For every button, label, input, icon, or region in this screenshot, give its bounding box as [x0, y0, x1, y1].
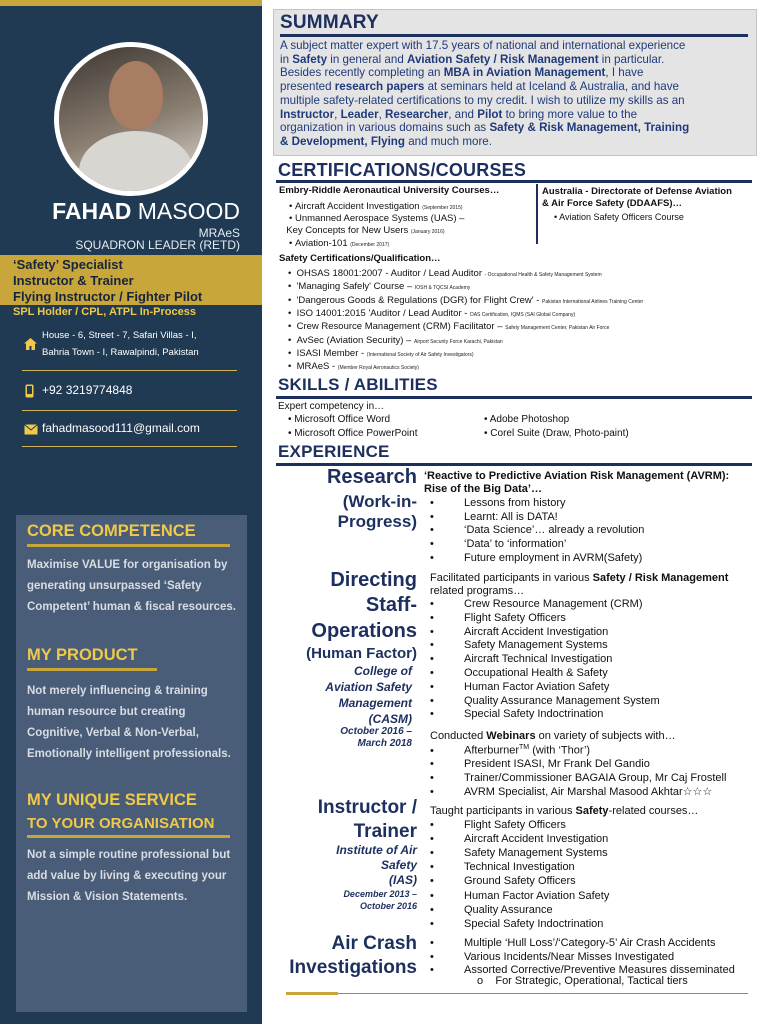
dates-ias-1: December 2013 – — [343, 889, 417, 899]
org-casm-3: Management — [338, 696, 412, 710]
section-rule — [280, 34, 748, 37]
org-casm-1: College of — [353, 664, 412, 678]
tagline-box — [0, 255, 262, 305]
org-ias-3: (IAS) — [389, 873, 417, 887]
column-divider — [536, 184, 538, 244]
heading-underline — [27, 668, 157, 671]
tagline-2: Instructor & Trainer — [13, 273, 134, 288]
profile-photo — [54, 42, 208, 196]
summary-line: Instructor, Leader, Researcher, and Pilot to bring more value to the — [280, 107, 638, 121]
gold-accent — [286, 992, 338, 995]
research-item: • ‘Data’ to ‘information’ — [430, 538, 567, 551]
skills-intro: Expert competency in… — [278, 401, 385, 412]
role-instructor: Instructor / — [317, 797, 417, 818]
instructor-item: • Safety Management Systems — [430, 847, 608, 860]
erau-item: • Aircraft Accident Investigation (September 2015) — [289, 201, 463, 212]
role-research-2: (Work-in- — [342, 492, 417, 511]
core-panel — [16, 515, 247, 1012]
directing-item: • Flight Safety Officers — [430, 611, 566, 624]
postnominal: MRAeS — [198, 226, 240, 240]
directing-item: • Safety Management Systems — [430, 639, 608, 652]
role-aircrash-2: Investigations — [289, 957, 417, 978]
skill-item: • Microsoft Office PowerPoint — [288, 428, 418, 439]
org-ias-1: Institute of Air — [336, 843, 417, 857]
safety-cert-item: • Crew Resource Management (CRM) Facilitator – Safety Management Center, Pakistan Air Force — [288, 321, 610, 333]
role-directing-4: (Human Factor) — [306, 645, 417, 662]
research-item: • ‘Data Science’… already a revolution — [430, 524, 645, 537]
aircrash-item: • Various Incidents/Near Misses Investigated — [430, 950, 675, 963]
unique-service-text: Not a simple routine professional but add value by living & executing your Mission & Vision Statements. — [27, 849, 231, 903]
instructor-intro: Taught participants in various Safety-related courses… — [430, 805, 699, 817]
directing-item: • Quality Assurance Management System — [430, 694, 660, 707]
unique-service-heading-2: TO YOUR ORGANISATION — [27, 815, 215, 832]
summary-text — [280, 39, 750, 149]
role-directing-3: Operations — [311, 620, 417, 642]
instructor-item: • Special Safety Indoctrination — [430, 917, 604, 930]
erau-item: • Unmanned Aerospace Systems (UAS) – — [289, 213, 465, 224]
tagline-3: Flying Instructor / Fighter Pilot — [13, 289, 203, 304]
summary-heading: SUMMARY — [280, 12, 379, 33]
directing-item: • Aircraft Accident Investigation — [430, 625, 609, 638]
dates-casm-2: March 2018 — [357, 738, 412, 749]
summary-line: A subject matter expert with 17.5 years of national and international experience — [280, 39, 686, 52]
skills-heading: SKILLS / ABILITIES — [278, 375, 438, 394]
safety-cert-item: • AvSec (Aviation Security) – Airport Security Force Karachi, Pakistan — [288, 334, 503, 346]
my-product-heading: MY PRODUCT — [27, 646, 138, 664]
org-ias-2: Safety — [380, 858, 417, 872]
licence-line: SPL Holder / CPL, ATPL In-Process — [13, 306, 196, 318]
summary-line: & Development, Flying and much more. — [280, 134, 492, 148]
summary-line: organization in various domains such as Safety & Risk Management, Training — [280, 121, 690, 135]
email-link[interactable]: fahadmasood111@gmail.com — [42, 421, 200, 435]
home-icon — [24, 338, 36, 350]
phone-icon — [25, 384, 37, 396]
role-instructor-2: Trainer — [353, 821, 417, 842]
safety-cert-item: • 'Dangerous Goods & Regulations (DGR) for Flight Crew' - Pakistan International Airlines Training Center — [288, 294, 644, 306]
research-item: • Learnt: All is DATA! — [430, 510, 558, 523]
safety-cert-item: • OHSAS 18001:2007 - Auditor / Lead Auditor - Occupational Health & Safety Management System — [288, 268, 602, 279]
heading-underline — [27, 544, 230, 547]
my-product-text: Not merely influencing & training human resource but creating Cognitive, Verbal & Non-Verbal, Emotionally intelligent professionals. — [27, 685, 231, 760]
instructor-item: • Flight Safety Officers — [430, 819, 566, 831]
heading-underline — [27, 835, 230, 838]
role-research: Research — [326, 466, 417, 488]
role-directing: Directing — [330, 569, 417, 591]
org-casm-2: Aviation Safety — [325, 680, 412, 694]
ddaafs-item: • Aviation Safety Officers Course — [554, 212, 684, 222]
instructor-item: • Ground Safety Officers — [430, 875, 576, 888]
rank: SQUADRON LEADER (RETD) — [75, 238, 240, 252]
divider — [22, 410, 237, 411]
research-item: • Future employment in AVRM(Safety) — [430, 551, 643, 564]
safety-cert-item: • MRAeS - (Member Royal Aeronautics Society) — [288, 361, 419, 373]
certifications-heading: CERTIFICATIONS/COURSES — [278, 160, 527, 180]
directing-item: • Human Factor Aviation Safety — [430, 680, 610, 693]
directing-item: • Occupational Health & Safety — [430, 667, 608, 679]
dates-casm-1: October 2016 – — [340, 726, 412, 737]
star-icon: ☆☆☆ — [682, 786, 713, 799]
webinar-item: • President ISASI, Mr Frank Del Gandio — [430, 757, 650, 770]
aircrash-subitem: o For Strategic, Operational, Tactical tiers — [477, 975, 688, 987]
core-competence-text: Maximise VALUE for organisation by generating unsurpassed ‘Safety Competent’ human & fiscal resources. — [27, 559, 236, 613]
full-name: FAHAD MASOOD — [52, 198, 240, 224]
directing-item: • Special Safety Indoctrination — [430, 708, 604, 721]
instructor-item: • Human Factor Aviation Safety — [430, 889, 610, 902]
research-item: • Lessons from history — [430, 497, 566, 509]
section-rule — [276, 180, 752, 183]
skill-item: • Corel Suite (Draw, Photo-paint) — [484, 428, 629, 439]
erau-title: Embry-Riddle Aeronautical University Courses… — [279, 185, 500, 196]
mail-icon — [24, 424, 36, 436]
summary-line: Besides recently completing an MBA in Aviation Management, I have — [280, 66, 644, 80]
skill-item: • Microsoft Office Word — [288, 414, 391, 425]
directing-intro-1: Facilitated participants in various Safety / Risk Management — [430, 572, 729, 584]
org-casm-4: (CASM) — [368, 712, 412, 726]
ddaafs-title-1: Australia - Directorate of Defense Aviation — [542, 186, 732, 197]
webinar-item: • AVRM Specialist, Air Marshal Masood Akhtar☆☆☆ — [430, 786, 713, 799]
summary-line: in Safety in general and Aviation Safety / Risk Management in particular. — [280, 52, 665, 66]
safety-cert-item: • ISASI Member - (International Society of Air Safety Investigators) — [288, 347, 474, 359]
phone-number[interactable]: +92 3219774848 — [42, 383, 133, 397]
webinar-item: • Trainer/Commissioner BAGAIA Group, Mr Caj Frostell — [430, 771, 727, 784]
divider — [22, 446, 237, 447]
aircrash-item: • Assorted Corrective/Preventive Measures disseminated — [430, 964, 735, 977]
main-content — [270, 0, 768, 1024]
sidebar — [0, 0, 262, 1024]
summary-line: presented research papers at seminars held at Iceland & Australia, and have — [280, 80, 679, 94]
address: House - 6, Street - 7, Safari Villas - I, Bahria Town - I, Rawalpindi, Pakistan — [42, 330, 199, 358]
webinar-item: • Afterburner™ (with ‘Thor’) — [430, 744, 591, 757]
ddaafs-title-2: & Air Force Safety (DDAAFS)… — [542, 198, 683, 209]
divider — [22, 370, 237, 371]
research-title-1: ‘Reactive to Predictive Aviation Risk Management (AVRM): — [424, 470, 730, 482]
core-competence-heading: CORE COMPETENCE — [27, 522, 196, 540]
dates-ias-2: October 2016 — [359, 901, 417, 911]
unique-service-heading-1: MY UNIQUE SERVICE — [27, 791, 197, 809]
role-directing-2: Staff- — [365, 594, 417, 616]
instructor-item: • Quality Assurance — [430, 903, 553, 916]
summary-line: multiple safety-related certifications to my credit. I wish to utilize my skills as an — [280, 93, 685, 107]
sidebar-top-strip — [0, 0, 262, 6]
directing-intro-2: related programs… — [430, 585, 525, 597]
safety-cert-title: Safety Certifications/Qualification… — [279, 253, 441, 264]
tagline-1: ‘Safety’ Specialist — [13, 257, 123, 272]
safety-cert-item: • ISO 14001:2015 'Auditor / Lead Auditor - DAS Certification, IQMS (SAI Global Company) — [288, 307, 576, 319]
aircrash-item: • Multiple ‘Hull Loss’/‘Category-5’ Air Crash Accidents — [430, 937, 716, 949]
research-title-2: Rise of the Big Data’… — [424, 483, 542, 495]
footer-rule — [338, 993, 748, 994]
webinar-intro: Conducted Webinars on variety of subjects with… — [430, 730, 676, 742]
directing-item: • Aircraft Technical Investigation — [430, 653, 613, 666]
section-rule — [276, 396, 752, 399]
safety-cert-item: • 'Managing Safely' Course – IOSH & TQCSI Academy — [288, 281, 471, 293]
experience-heading: EXPERIENCE — [278, 442, 390, 461]
skill-item: • Adobe Photoshop — [484, 414, 570, 425]
directing-item: • Crew Resource Management (CRM) — [430, 598, 643, 610]
erau-item: • Aviation-101 (December 2017) — [289, 238, 390, 249]
instructor-item: • Aircraft Accident Investigation — [430, 833, 609, 846]
role-research-3: Progress) — [337, 512, 417, 531]
erau-item: Key Concepts for New Users (January 2016) — [281, 225, 445, 236]
instructor-item: • Technical Investigation — [430, 861, 575, 874]
role-aircrash: Air Crash — [331, 933, 417, 954]
